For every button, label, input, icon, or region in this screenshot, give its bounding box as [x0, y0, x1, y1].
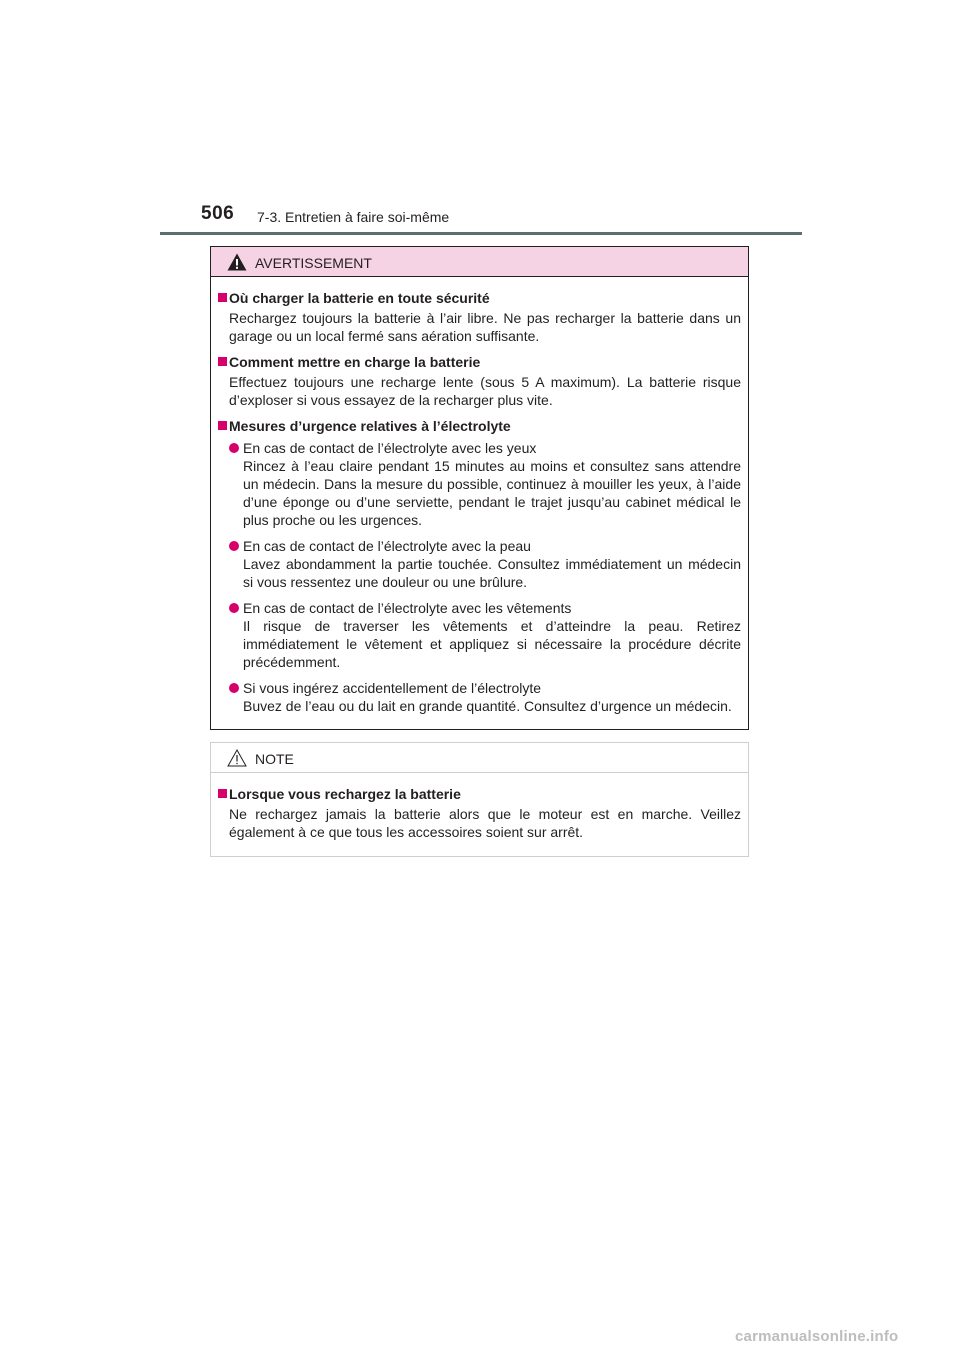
warning-header [211, 247, 748, 277]
warning-item-title [218, 289, 741, 307]
warning-subitem [218, 439, 741, 529]
subitem-text: Rincez à l’eau claire pendant 15 minutes au moins et consultez sans attendre un médecin. Dans la mesure du possible, continuez à mouiller les yeux, à l’aide d’une éponge ou d’une serviette, pendant le trajet jusqu’au cabinet médical le plus proche ou les urgences. [243, 458, 741, 528]
subitem-text: Lavez abondamment la partie touchée. Consultez immédiatement un médecin si vous ressentez une douleur ou une brûlure. [243, 556, 741, 590]
note-label: NOTE [255, 751, 294, 767]
warning-label: AVERTISSEMENT [255, 255, 372, 271]
page-number: 506 [201, 203, 235, 224]
warning-item-text: Rechargez toujours la batterie à l’air libre. Ne pas recharger la batterie dans un garage ou un local fermé sans aération suffisante. [229, 310, 741, 344]
subitem-lead: En cas de contact de l’électrolyte avec la peau [243, 538, 531, 554]
warning-subitem [218, 679, 741, 715]
subitem-lead: Si vous ingérez accidentellement de l’électrolyte [243, 680, 542, 696]
warning-item-text: Effectuez toujours une recharge lente (sous 5 A maximum). La batterie risque d’exploser si vous essayez de la recharger plus vite. [229, 374, 741, 408]
round-bullet-icon [229, 603, 239, 613]
section-title: 7-3. Entretien à faire soi-même [257, 209, 450, 225]
warning-item-title-text: Comment mettre en charge la batterie [229, 354, 481, 370]
note-box [210, 742, 749, 857]
subitem-text: Il risque de traverser les vêtements et d’atteindre la peau. Retirez immédiatement le vêtement et appliquez si nécessaire la procédure décrite précédemment. [243, 618, 741, 670]
warning-item-title-text: Mesures d’urgence relatives à l’électrolyte [229, 418, 511, 434]
warning-item [218, 289, 741, 345]
square-bullet-icon [218, 357, 227, 366]
note-body [211, 773, 748, 841]
round-bullet-icon [229, 683, 239, 693]
warning-item-title [218, 353, 741, 371]
note-item [218, 785, 741, 841]
warning-body [211, 277, 748, 715]
note-item-title-text: Lorsque vous rechargez la batterie [229, 786, 461, 802]
round-bullet-icon [229, 541, 239, 551]
note-item-title [218, 785, 741, 803]
caution-triangle-outline-icon [227, 749, 247, 767]
warning-box [210, 246, 749, 730]
square-bullet-icon [218, 293, 227, 302]
warning-item-title-text: Où charger la batterie en toute sécurité [229, 290, 490, 306]
square-bullet-icon [218, 789, 227, 798]
subitem-text: Buvez de l’eau ou du lait en grande quantité. Consultez d’urgence un médecin. [243, 698, 732, 714]
warning-item [218, 353, 741, 409]
header-divider [160, 232, 802, 235]
warning-item [218, 417, 741, 715]
warning-subitem [218, 599, 741, 671]
warning-item-title [218, 417, 741, 435]
page-header [160, 203, 802, 235]
round-bullet-icon [229, 443, 239, 453]
note-header [211, 743, 748, 773]
note-item-text: Ne rechargez jamais la batterie alors que le moteur est en marche. Veillez également à ce que tous les accessoires soient sur arrêt. [229, 806, 741, 840]
square-bullet-icon [218, 421, 227, 430]
watermark: carmanualsonline.info [735, 1328, 899, 1345]
subitem-lead: En cas de contact de l’électrolyte avec les vêtements [243, 600, 572, 616]
warning-subitem [218, 537, 741, 591]
subitem-lead: En cas de contact de l’électrolyte avec les yeux [243, 440, 537, 456]
warning-triangle-icon [227, 253, 247, 271]
